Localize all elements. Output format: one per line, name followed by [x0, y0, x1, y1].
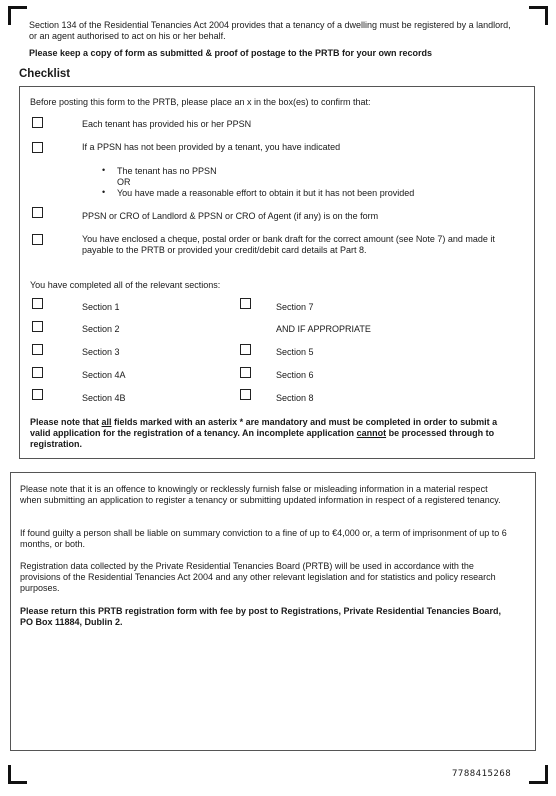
- checklist-item-payment-enclosed: You have enclosed a cheque, postal order or bank draft for the correct amount (see Note 7) and made it payable to the PRTB or provided your credit/debit card details at Part 8.: [82, 234, 495, 255]
- section-4a-label: Section 4A: [82, 370, 126, 380]
- checklist-instruction: Before posting this form to the PRTB, please place an x in the box(es) to confirm that:: [30, 97, 371, 107]
- checkbox-section-4a[interactable]: [32, 367, 43, 378]
- section-6-label: Section 6: [276, 370, 314, 380]
- checkbox-ppsn-not-provided[interactable]: [32, 142, 43, 153]
- keep-copy-notice: Please keep a copy of form as submitted & proof of postage to the PRTB for your own records: [29, 48, 433, 58]
- checkbox-payment-enclosed[interactable]: [32, 234, 43, 245]
- section-4b-label: Section 4B: [82, 393, 126, 403]
- corner-mark-top-left: [8, 6, 27, 25]
- corner-mark-bottom-right: [529, 765, 548, 784]
- section-5-label: Section 5: [276, 347, 314, 357]
- sub-bullet-reasonable-effort: You have made a reasonable effort to obtain it but it has not been provided: [117, 188, 415, 198]
- sub-bullet-or: OR: [117, 177, 131, 187]
- form-number: 7788415268: [452, 769, 512, 779]
- checklist-item-tenant-ppsn: Each tenant has provided his or her PPSN: [82, 119, 252, 129]
- return-instructions: Please return this PRTB registration form with fee by post to Registrations, Private Residential Tenancies Board, PO Box 11884, Dublin 2.: [20, 606, 501, 627]
- checkbox-section-4b[interactable]: [32, 389, 43, 400]
- checkbox-cro-on-form[interactable]: [32, 207, 43, 218]
- checkbox-section-2[interactable]: [32, 321, 43, 332]
- checkbox-section-8[interactable]: [240, 389, 251, 400]
- section-7-label: Section 7: [276, 302, 314, 312]
- corner-mark-bottom-left: [8, 765, 27, 784]
- checklist-item-cro-on-form: PPSN or CRO of Landlord & PPSN or CRO of Agent (if any) is on the form: [82, 211, 379, 221]
- checklist-heading: Checklist: [19, 68, 71, 80]
- bullet-icon: •: [102, 187, 106, 197]
- offence-note: Please note that it is an offence to knowingly or recklessly furnish false or misleading information in a material respect when submitting an application to register a tenancy or submitting updated information in respect of a registered tenancy.: [20, 484, 501, 505]
- bullet-icon: •: [102, 165, 106, 175]
- checklist-item-ppsn-not-provided: If a PPSN has not been provided by a tenant, you have indicated: [82, 142, 341, 152]
- checkbox-section-3[interactable]: [32, 344, 43, 355]
- checkbox-section-7[interactable]: [240, 298, 251, 309]
- checkbox-section-1[interactable]: [32, 298, 43, 309]
- sub-bullet-no-ppsn: The tenant has no PPSN: [117, 166, 217, 176]
- checkbox-section-5[interactable]: [240, 344, 251, 355]
- section-1-label: Section 1: [82, 302, 120, 312]
- section-8-label: Section 8: [276, 393, 314, 403]
- penalty-note: If found guilty a person shall be liable on summary conviction to a fine of up to €4,000 or, a term of imprisonment of up to 6 months, or both.: [20, 528, 507, 549]
- section-3-label: Section 3: [82, 347, 120, 357]
- data-usage-note: Registration data collected by the Private Residential Tenancies Board (PRTB) will be used in accordance with the provisions of the Residential Tenancies Act 2004 and any other relevant legislation and for statistics and policy research purposes.: [20, 561, 496, 593]
- sections-intro: You have completed all of the relevant sections:: [30, 280, 221, 290]
- section-2-label: Section 2: [82, 324, 120, 334]
- corner-mark-top-right: [529, 6, 548, 25]
- section-134-text: Section 134 of the Residential Tenancies Act 2004 provides that a tenancy of a dwelling must be registered by a landlord, or an agent authorised to act on his or her behalf.: [29, 20, 511, 41]
- checkbox-tenant-ppsn[interactable]: [32, 117, 43, 128]
- checkbox-section-6[interactable]: [240, 367, 251, 378]
- mandatory-fields-note: Please note that all fields marked with an asterix * are mandatory and must be completed in order to submit a valid application for the registration of a tenancy. An incomplete application cannot be processed through to registration.: [30, 417, 498, 449]
- if-appropriate-label: AND IF APPROPRIATE: [276, 324, 371, 334]
